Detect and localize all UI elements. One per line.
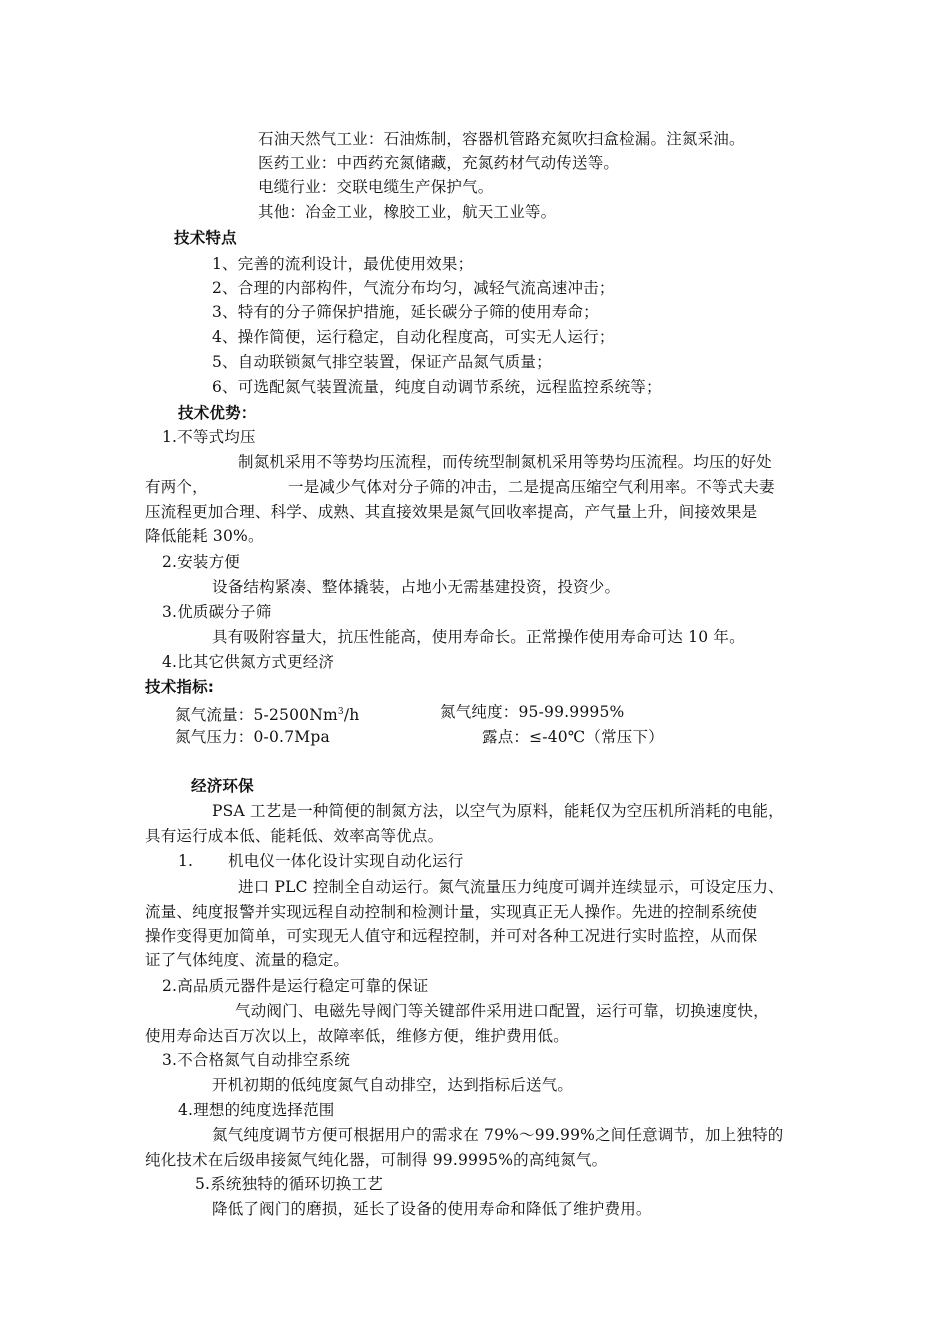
spec-flow (175, 700, 359, 727)
economy-4-line-1: 氮气纯度调节方便可根据用户的需求在 79%～99.99%之间任意调节，加上独特的 (212, 1126, 784, 1144)
economy-4-line-2: 纯化技术在后级串接氮气纯化器，可制得 99.9995%的高纯氮气。 (145, 1151, 608, 1169)
advantage-3-title: 3.优质碳分子筛 (162, 603, 272, 621)
advantage-4-title: 4.比其它供氮方式更经济 (162, 653, 335, 671)
advantage-3-text: 具有吸附容量大，抗压性能高，使用寿命长。正常操作使用寿命可达 10 年。 (212, 628, 745, 646)
feature-item-6: 6、可选配氮气装置流量，纯度自动调节系统，远程监控系统等； (212, 378, 662, 396)
application-petroleum: 石油天然气工业：石油炼制，容器机管路充氮吹扫盒检漏。注氮采油。 (258, 130, 745, 148)
economy-2-line-2: 使用寿命达百万次以上，故障率低，维修方便，维护费用低。 (145, 1027, 569, 1045)
advantage-1-title: 1.不等式均压 (162, 428, 256, 446)
economy-1-number: 1. (178, 852, 194, 870)
advantage-2-title: 2.安装方便 (162, 553, 240, 571)
feature-item-2: 2、合理的内部构件，气流分布均匀，减轻气流高速冲击； (212, 279, 615, 297)
feature-item-3: 3、特有的分子筛保护措施，延长碳分子筛的使用寿命； (212, 303, 599, 321)
spec-pressure: 氮气压力：0-0.7Mpa (175, 728, 330, 746)
feature-item-5: 5、自动联锁氮气排空装置，保证产品氮气质量； (212, 353, 552, 371)
advantage-1-line-4: 降低能耗 30%。 (145, 527, 264, 545)
spec-flow-label: 氮气流量：5-2500Nm (175, 706, 338, 725)
spec-dewpoint: 露点：≤-40℃（常压下） (482, 728, 664, 746)
economy-1-line-4: 证了气体纯度、流量的稳定。 (145, 951, 350, 969)
specs-heading: 技术指标: (145, 678, 215, 696)
spec-flow-unit: /h (343, 706, 360, 725)
economy-intro-line-1: PSA 工艺是一种简便的制氮方法，以空气为原料，能耗仅为空压机所消耗的电能， (212, 802, 784, 820)
advantage-2-text: 设备结构紧凑、整体撬装，占地小无需基建投资，投资少。 (212, 578, 621, 596)
economy-3-title: 3.不合格氮气自动排空系统 (162, 1051, 350, 1069)
advantage-1-line-3: 压流程更加合理、科学、成熟、其直接效果是氮气回收率提高，产气量上升，间接效果是 (145, 503, 758, 521)
economy-1-line-2: 流量、纯度报警并实现远程自动控制和检测计量，实现真正无人操作。先进的控制系统使 (145, 903, 758, 921)
application-pharma: 医药工业：中西药充氮储藏，充氮药材气动传送等。 (258, 154, 620, 172)
economy-2-title: 2.高品质元器件是运行稳定可靠的保证 (162, 977, 429, 995)
economy-5-text: 降低了阀门的磨损，延长了设备的使用寿命和降低了维护费用。 (212, 1200, 652, 1218)
application-cable: 电缆行业：交联电缆生产保护气。 (258, 178, 494, 196)
advantage-1-line-1: 制氮机采用不等势均压流程，而传统型制氮机采用等势均压流程。均压的好处 (238, 453, 772, 471)
feature-item-4: 4、操作简便，运行稳定，自动化程度高，可实无人运行； (212, 328, 615, 346)
economy-2-line-1: 气动阀门、电磁先导阀门等关键部件采用进口配置，运行可靠，切换速度快， (235, 1002, 769, 1020)
spec-flow-superscript: 3 (337, 707, 344, 717)
economy-1-title: 机电仪一体化设计实现自动化运行 (228, 852, 464, 870)
features-heading: 技术特点 (174, 229, 237, 247)
economy-1-line-1: 进口 PLC 控制全自动运行。氮气流量压力纯度可调并连续显示，可设定压力、 (238, 878, 784, 896)
economy-3-text: 开机初期的低纯度氮气自动排空，达到指标后送气。 (212, 1076, 574, 1094)
economy-1-line-3: 操作变得更加简单，可实现无人值守和远程控制，并可对各种工况进行实时监控，从而保 (145, 927, 758, 945)
spec-purity: 氮气纯度：95-99.9995% (440, 703, 625, 721)
advantage-1-line-2a: 有两个， (145, 478, 208, 496)
feature-item-1: 1、完善的流利设计，最优使用效果； (212, 255, 474, 273)
application-other: 其他：冶金工业，橡胶工业，航天工业等。 (258, 203, 557, 221)
economy-intro-line-2: 具有运行成本低、能耗低、效率高等优点。 (145, 827, 444, 845)
advantages-heading: 技术优势： (178, 404, 257, 422)
economy-heading: 经济环保 (191, 777, 254, 795)
economy-5-title: 5.系统独特的循环切换工艺 (195, 1175, 383, 1193)
advantage-1-line-2b: 一是减少气体对分子筛的冲击，二是提高压缩空气利用率。不等式夫妻 (288, 478, 775, 496)
economy-4-title: 4.理想的纯度选择范围 (178, 1101, 335, 1119)
